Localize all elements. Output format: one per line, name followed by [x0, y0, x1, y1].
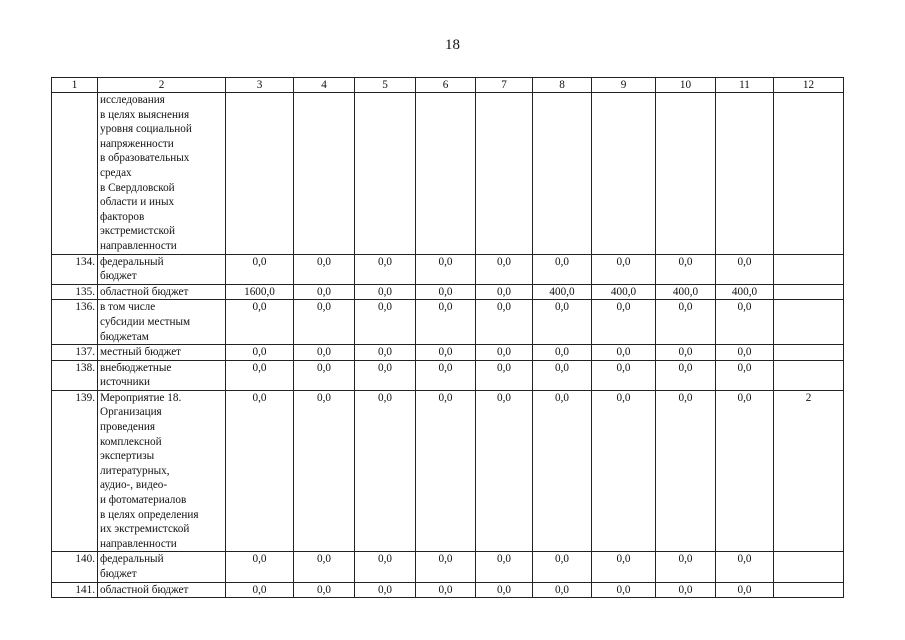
- row-name: исследования в целях выяснения уровня социальной напряженности в образовательных средах в Свердловской области и иных факторов экстремистской направленности: [98, 93, 226, 255]
- row-number: 141.: [52, 582, 98, 598]
- amount-cell: 0,0: [533, 345, 592, 361]
- amount-cell: 0,0: [716, 345, 774, 361]
- column-12-cell: [774, 300, 844, 345]
- table-row: [52, 284, 844, 300]
- row-name: в том числе субсидии местным бюджетам: [98, 300, 226, 345]
- amount-cell: [533, 93, 592, 255]
- amount-cell: 0,0: [294, 254, 355, 284]
- table-body: [52, 93, 844, 598]
- amount-cell: 0,0: [592, 390, 656, 552]
- row-number: 139.: [52, 390, 98, 552]
- amount-cell: 0,0: [476, 300, 533, 345]
- amount-cell: 0,0: [416, 552, 476, 582]
- amount-cell: 400,0: [592, 284, 656, 300]
- row-name: местный бюджет: [98, 345, 226, 361]
- column-12-cell: [774, 254, 844, 284]
- amount-cell: 0,0: [533, 582, 592, 598]
- column-header: 1: [52, 78, 98, 93]
- amount-cell: [416, 93, 476, 255]
- amount-cell: 0,0: [592, 582, 656, 598]
- amount-cell: 400,0: [533, 284, 592, 300]
- column-12-cell: [774, 360, 844, 390]
- table-row: [52, 390, 844, 552]
- amount-cell: [226, 93, 294, 255]
- column-header: 2: [98, 78, 226, 93]
- amount-cell: 0,0: [294, 300, 355, 345]
- amount-cell: 0,0: [355, 390, 416, 552]
- table-row: [52, 345, 844, 361]
- column-header: 6: [416, 78, 476, 93]
- row-name: областной бюджет: [98, 284, 226, 300]
- amount-cell: 0,0: [416, 300, 476, 345]
- amount-cell: 0,0: [656, 552, 716, 582]
- amount-cell: [592, 93, 656, 255]
- row-number: 137.: [52, 345, 98, 361]
- amount-cell: 0,0: [476, 345, 533, 361]
- row-name: Мероприятие 18. Организация проведения комплексной экспертизы литературных, аудио-, видео- и фотоматериалов в целях определения их экстремистской направленности: [98, 390, 226, 552]
- table-row: [52, 552, 844, 582]
- column-12-cell: [774, 284, 844, 300]
- budget-table: [51, 77, 844, 598]
- amount-cell: 0,0: [355, 345, 416, 361]
- amount-cell: 0,0: [226, 254, 294, 284]
- page-number: 18: [445, 37, 460, 53]
- column-header: 3: [226, 78, 294, 93]
- column-header: 8: [533, 78, 592, 93]
- column-12-cell: [774, 552, 844, 582]
- table-row: [52, 93, 844, 255]
- amount-cell: 0,0: [592, 345, 656, 361]
- row-number: 140.: [52, 552, 98, 582]
- amount-cell: 0,0: [716, 254, 774, 284]
- amount-cell: 0,0: [592, 300, 656, 345]
- column-header: 11: [716, 78, 774, 93]
- amount-cell: 0,0: [294, 552, 355, 582]
- amount-cell: 0,0: [294, 284, 355, 300]
- amount-cell: 0,0: [226, 360, 294, 390]
- amount-cell: 0,0: [716, 300, 774, 345]
- amount-cell: 0,0: [416, 390, 476, 552]
- amount-cell: 0,0: [416, 582, 476, 598]
- amount-cell: 0,0: [592, 360, 656, 390]
- column-header: 4: [294, 78, 355, 93]
- amount-cell: 0,0: [355, 360, 416, 390]
- column-12-cell: 2: [774, 390, 844, 552]
- amount-cell: 0,0: [592, 254, 656, 284]
- column-header: 9: [592, 78, 656, 93]
- amount-cell: [294, 93, 355, 255]
- amount-cell: 0,0: [656, 254, 716, 284]
- amount-cell: 0,0: [533, 390, 592, 552]
- amount-cell: 0,0: [656, 360, 716, 390]
- amount-cell: 0,0: [476, 582, 533, 598]
- column-header: 7: [476, 78, 533, 93]
- amount-cell: 0,0: [416, 345, 476, 361]
- row-number: [52, 93, 98, 255]
- amount-cell: 0,0: [355, 284, 416, 300]
- amount-cell: 0,0: [226, 345, 294, 361]
- amount-cell: 400,0: [656, 284, 716, 300]
- table-row: [52, 360, 844, 390]
- column-header: 10: [656, 78, 716, 93]
- amount-cell: 0,0: [656, 300, 716, 345]
- amount-cell: 0,0: [226, 300, 294, 345]
- amount-cell: 0,0: [533, 552, 592, 582]
- amount-cell: [716, 93, 774, 255]
- amount-cell: [476, 93, 533, 255]
- row-number: 138.: [52, 360, 98, 390]
- amount-cell: 0,0: [355, 582, 416, 598]
- amount-cell: 0,0: [355, 254, 416, 284]
- column-12-cell: [774, 582, 844, 598]
- row-number: 135.: [52, 284, 98, 300]
- amount-cell: 0,0: [476, 284, 533, 300]
- amount-cell: 0,0: [355, 300, 416, 345]
- amount-cell: 0,0: [355, 552, 416, 582]
- amount-cell: 0,0: [716, 390, 774, 552]
- amount-cell: [656, 93, 716, 255]
- amount-cell: 0,0: [476, 360, 533, 390]
- amount-cell: 0,0: [716, 360, 774, 390]
- column-12-cell: [774, 345, 844, 361]
- table-row: [52, 254, 844, 284]
- amount-cell: 0,0: [476, 390, 533, 552]
- amount-cell: 0,0: [656, 345, 716, 361]
- amount-cell: 0,0: [226, 390, 294, 552]
- header-row: [52, 78, 844, 93]
- amount-cell: 400,0: [716, 284, 774, 300]
- amount-cell: 0,0: [592, 552, 656, 582]
- amount-cell: 0,0: [416, 254, 476, 284]
- amount-cell: 0,0: [716, 552, 774, 582]
- amount-cell: 0,0: [226, 582, 294, 598]
- amount-cell: 0,0: [533, 360, 592, 390]
- amount-cell: 0,0: [294, 390, 355, 552]
- amount-cell: 0,0: [656, 582, 716, 598]
- amount-cell: 0,0: [656, 390, 716, 552]
- column-12-cell: [774, 93, 844, 255]
- row-name: федеральный бюджет: [98, 552, 226, 582]
- amount-cell: 0,0: [476, 254, 533, 284]
- amount-cell: 0,0: [533, 300, 592, 345]
- amount-cell: 0,0: [716, 582, 774, 598]
- table-row: [52, 582, 844, 598]
- row-name: федеральный бюджет: [98, 254, 226, 284]
- column-header: 5: [355, 78, 416, 93]
- amount-cell: 0,0: [416, 284, 476, 300]
- column-header: 12: [774, 78, 844, 93]
- amount-cell: 0,0: [416, 360, 476, 390]
- amount-cell: 1600,0: [226, 284, 294, 300]
- row-name: областной бюджет: [98, 582, 226, 598]
- row-name: внебюджетные источники: [98, 360, 226, 390]
- row-number: 134.: [52, 254, 98, 284]
- amount-cell: 0,0: [226, 552, 294, 582]
- amount-cell: 0,0: [294, 360, 355, 390]
- amount-cell: 0,0: [476, 552, 533, 582]
- amount-cell: 0,0: [294, 582, 355, 598]
- table-row: [52, 300, 844, 345]
- row-number: 136.: [52, 300, 98, 345]
- amount-cell: [355, 93, 416, 255]
- amount-cell: 0,0: [294, 345, 355, 361]
- amount-cell: 0,0: [533, 254, 592, 284]
